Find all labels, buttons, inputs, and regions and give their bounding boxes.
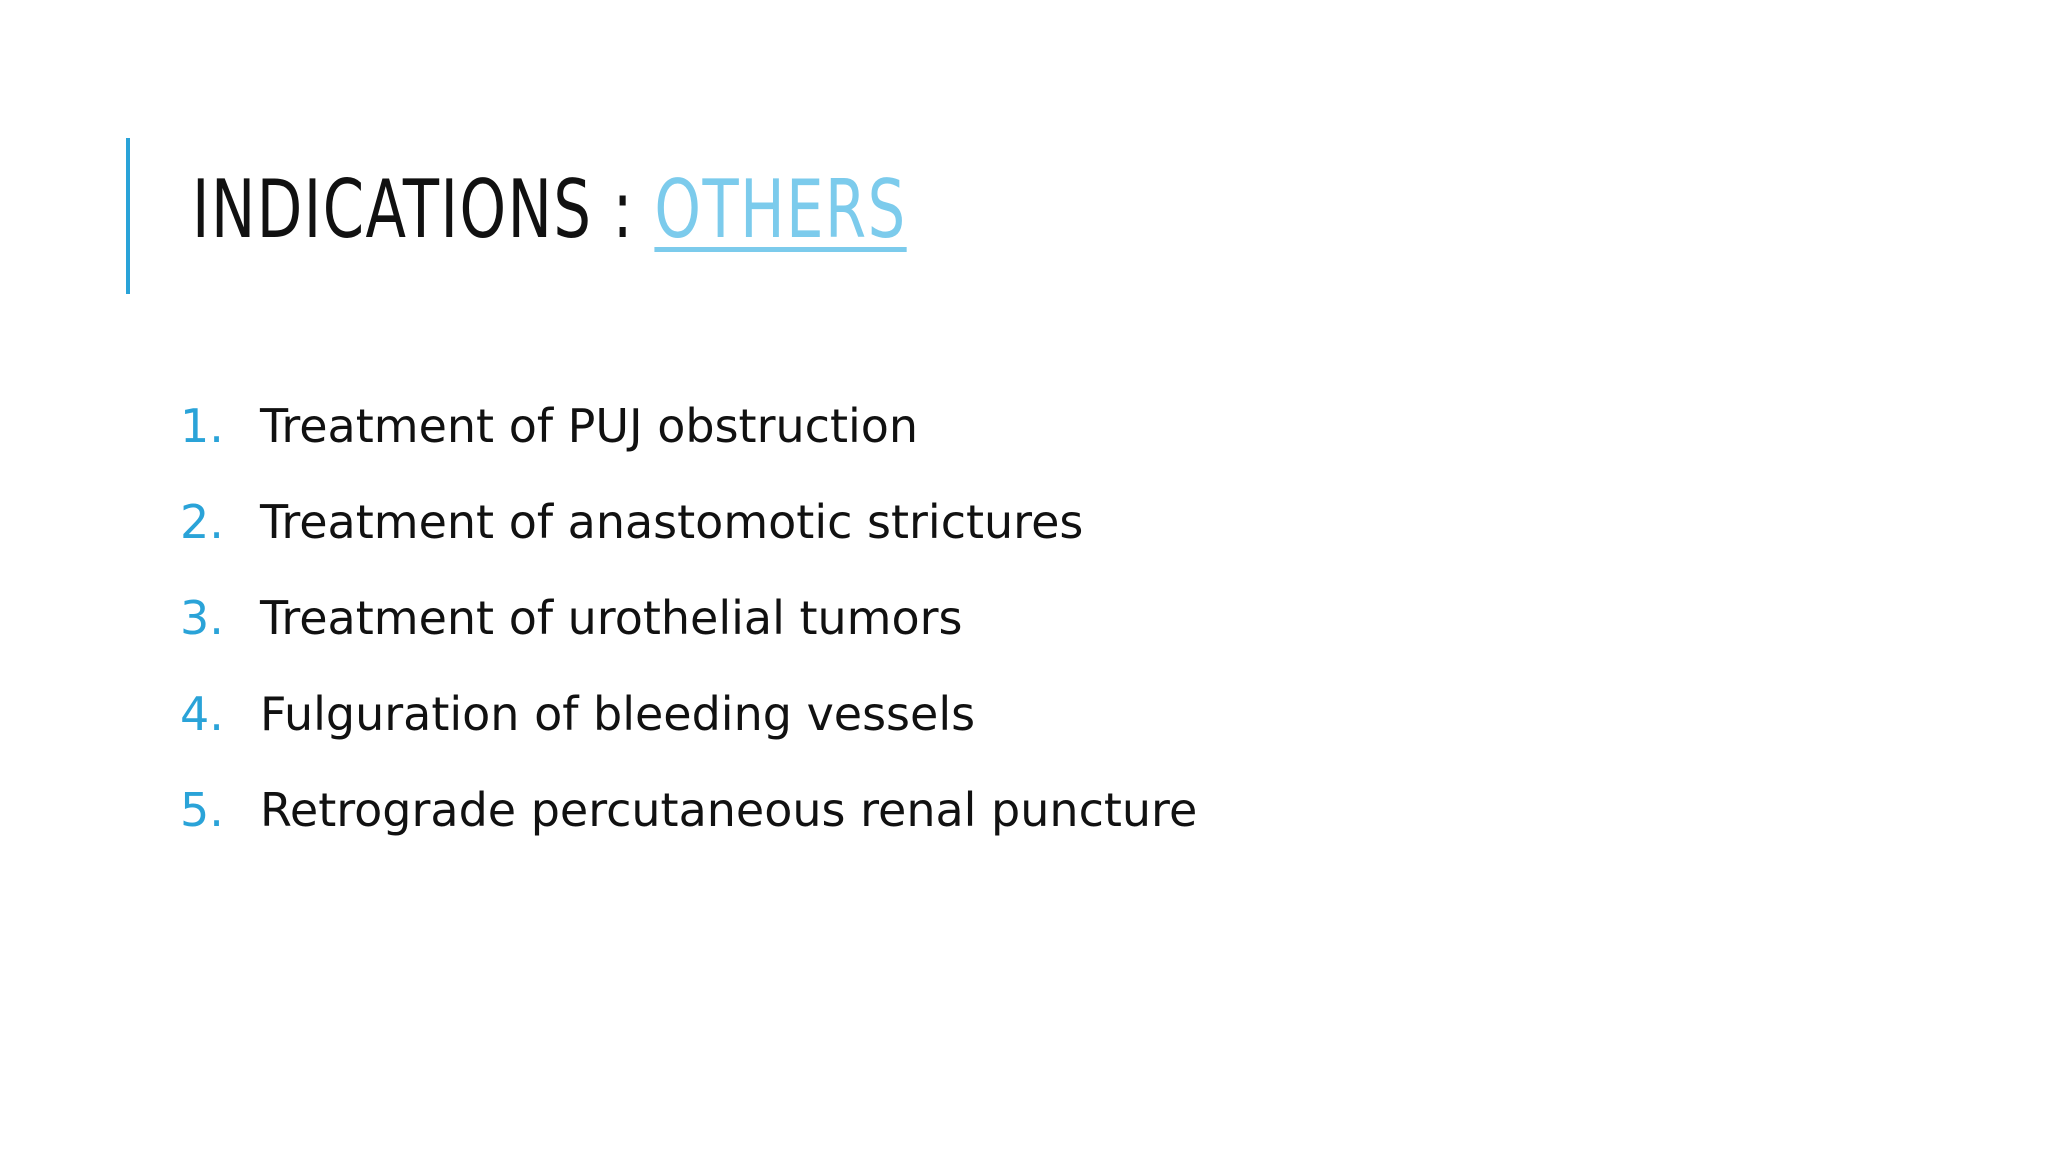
title-accent-bar	[126, 138, 130, 294]
list-item	[180, 488, 1197, 584]
list-item-number: 1.	[180, 399, 224, 453]
list-item-text: Fulguration of bleeding vessels	[260, 687, 976, 741]
title-link-others[interactable]: OTHERS	[654, 163, 907, 256]
list-item-text: Retrograde percutaneous renal puncture	[260, 783, 1198, 837]
list-item-number: 2.	[180, 495, 224, 549]
list-item-text: Treatment of urothelial tumors	[260, 591, 963, 645]
indications-list	[180, 392, 1197, 872]
list-item-text: Treatment of PUJ obstruction	[260, 399, 919, 453]
list-item-number: 4.	[180, 687, 224, 741]
slide-title	[192, 160, 907, 260]
list-item	[180, 680, 1197, 776]
list-item	[180, 776, 1197, 872]
list-item-number: 3.	[180, 591, 224, 645]
list-item-number: 5.	[180, 783, 224, 837]
list-item-text: Treatment of anastomotic strictures	[260, 495, 1084, 549]
list-item	[180, 584, 1197, 680]
list-item	[180, 392, 1197, 488]
title-main-text: INDICATIONS :	[192, 163, 655, 256]
